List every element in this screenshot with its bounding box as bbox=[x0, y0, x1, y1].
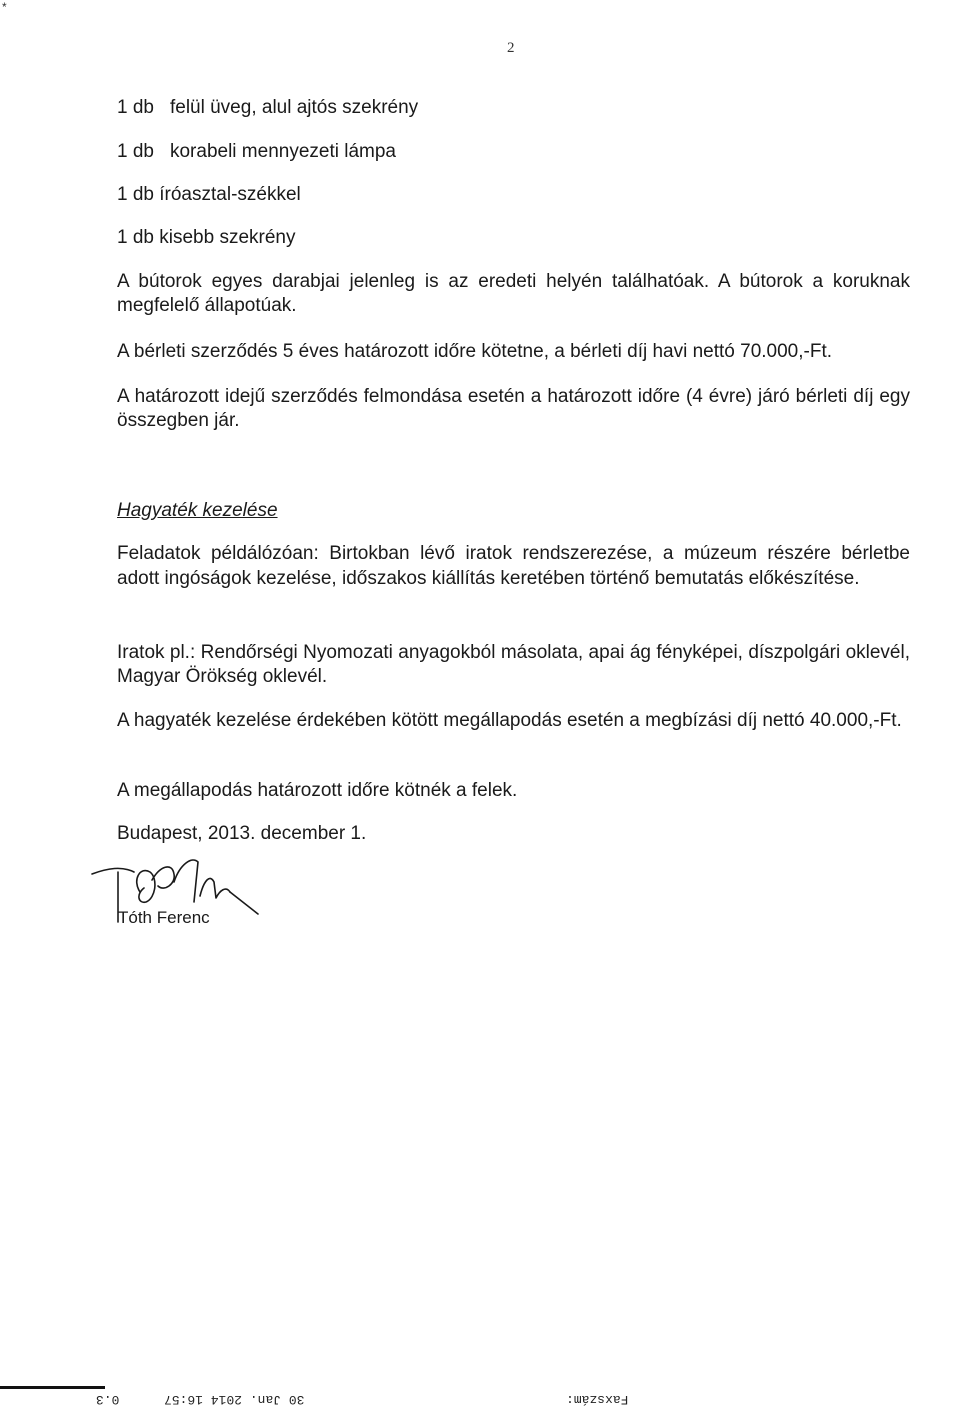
fax-number-label: Faxszám: bbox=[566, 1392, 629, 1407]
item-qty: 1 db bbox=[117, 141, 154, 162]
section-heading: Hagyaték kezelése bbox=[117, 500, 278, 521]
page-number: 2 bbox=[507, 40, 515, 56]
list-item: 1 db íróasztal-székkel bbox=[117, 184, 301, 205]
fax-page-indicator: 0.3 bbox=[96, 1392, 120, 1407]
paragraph-fee: A hagyaték kezelése érdekében kötött megállapodás esetén a megbízási díj nettó 40.000,-Ft. bbox=[117, 710, 902, 731]
item-name: korabeli mennyezeti lámpa bbox=[169, 141, 396, 162]
paragraph-agreement: A megállapodás határozott időre kötnék a felek. bbox=[117, 780, 518, 801]
signatory-name: Tóth Ferenc bbox=[118, 908, 210, 927]
list-item bbox=[117, 140, 396, 163]
fax-datetime: 30 Jan. 2014 16:57 bbox=[164, 1392, 305, 1407]
paragraph-termination: A határozott idejű szerződés felmondása esetén a határozott időre (4 évre) járó bérleti díj egy összegben jár. bbox=[117, 386, 910, 431]
item-qty: 1 db bbox=[117, 97, 154, 118]
date-line: Budapest, 2013. december 1. bbox=[117, 823, 367, 844]
paragraph-tasks: Feladatok példálózóan: Birtokban lévő iratok rendszerezése, a múzeum részére bérletbe adott ingóságok kezelése, időszakos kiállítás keretében történő bemutatás előkészítése. bbox=[117, 543, 910, 589]
paragraph-documents: Iratok pl.: Rendőrségi Nyomozati anyagokból másolata, apai ág fényképei, díszpolgári oklevél, Magyar Örökség oklevél. bbox=[117, 642, 910, 687]
fax-header-rule bbox=[0, 1386, 105, 1389]
corner-mark: * bbox=[2, 0, 7, 14]
paragraph-furniture-condition: A bútorok egyes darabjai jelenleg is az eredeti helyén találhatóak. A bútorok a koruknak megfelelő állapotúak. bbox=[117, 271, 910, 316]
item-name: felül üveg, alul ajtós szekrény bbox=[169, 97, 419, 118]
list-item bbox=[117, 96, 418, 119]
list-item: 1 db kisebb szekrény bbox=[117, 227, 296, 248]
paragraph-lease-terms: A bérleti szerződés 5 éves határozott időre kötetne, a bérleti díj havi nettó 70.000,-Ft. bbox=[117, 341, 833, 362]
